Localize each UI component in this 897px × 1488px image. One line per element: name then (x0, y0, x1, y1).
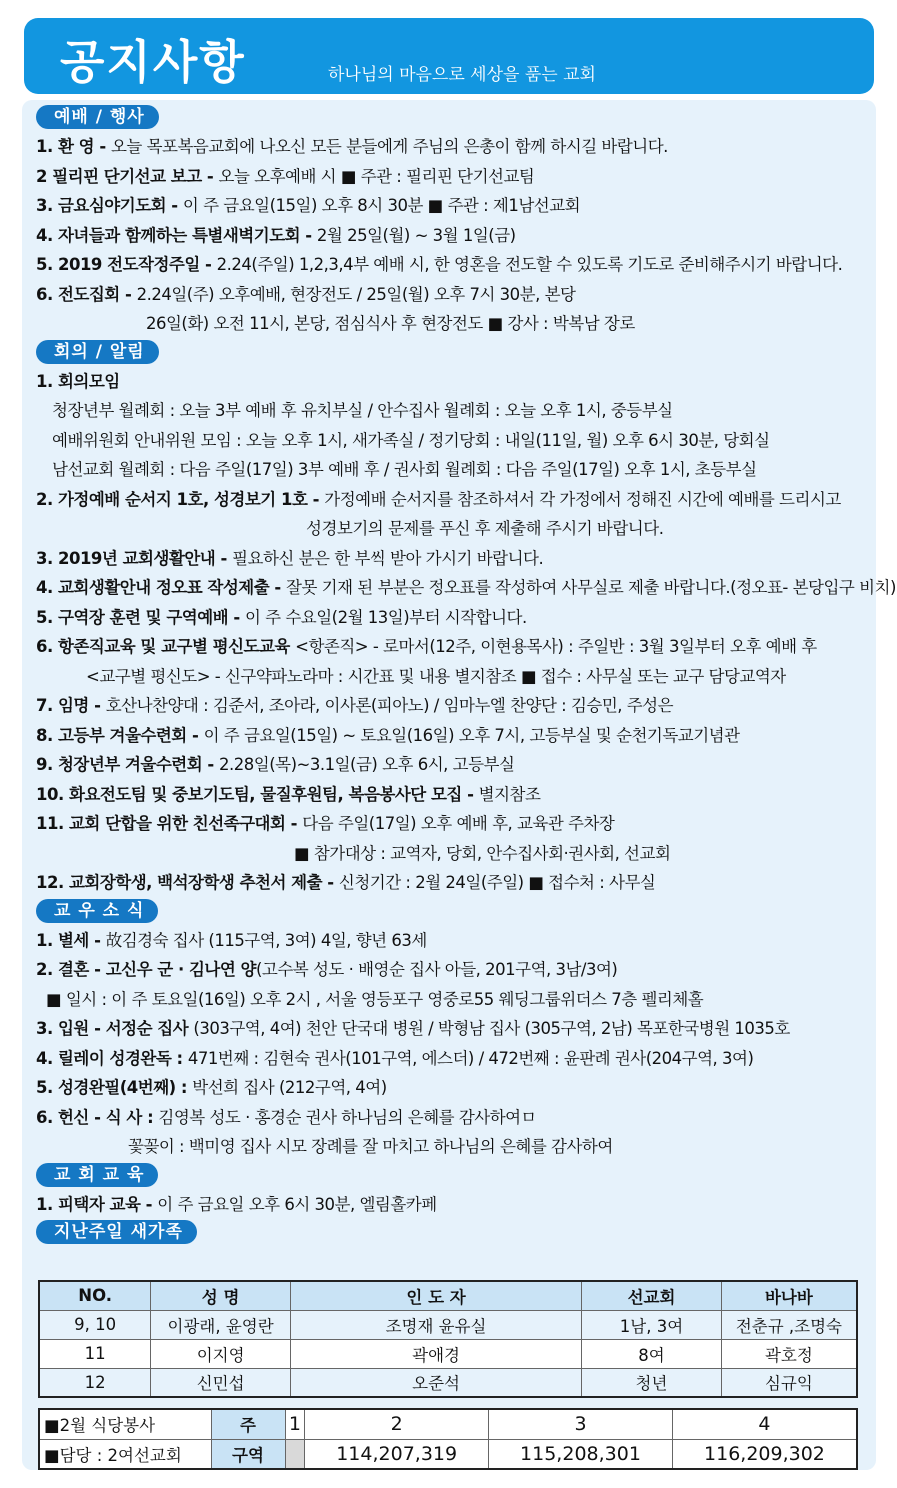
line-text: ■ 일시 : 이 주 토요일(16일) 오후 2시 , 서울 영등포구 영중로55 웨딩그룹위더스 7층 펠리체홀 (46, 989, 704, 1009)
line-text: (고수복 성도 · 배영순 집사 아들, 201구역, 3남/3여) (255, 960, 618, 979)
meeting-line (36, 780, 866, 810)
section-badge-education: 교 회 교 육 (36, 1163, 158, 1187)
meeting-line (36, 868, 866, 898)
page-title: 공지사항 (60, 35, 246, 89)
line-text: 신청기간 : 2월 24일(주일) ■ 접수처 : 사무실 (338, 873, 656, 892)
area-header: 구역 (211, 1439, 285, 1469)
line-heading: 6. 전도집회 - (36, 284, 137, 304)
line-text: 故김경숙 집사 (115구역, 3여) 4일, 향년 63세 (105, 930, 427, 950)
table-cell: 조명재 윤유실 (290, 1310, 581, 1339)
table-row (39, 1439, 857, 1469)
news-line (36, 1014, 866, 1044)
news-line (36, 955, 866, 985)
line-text: 2.28일(목)~3.1일(금) 오후 6시, 고등부실 (219, 755, 515, 774)
news-line (36, 985, 866, 1015)
line-text: 2월 25일(월) ~ 3월 1일(금) (316, 225, 516, 245)
line-heading: 3. 금요심야기도회 - (36, 196, 183, 215)
table-cell: 심규익 (721, 1368, 857, 1397)
line-heading: 3. 입원 - 서정순 집사 (36, 1019, 194, 1038)
table-header-cell: 바나바 (721, 1281, 857, 1310)
line-heading: 3. 2019년 교회생활안내 - (36, 548, 233, 568)
line-text: 예배위원회 안내위원 모임 : 오늘 오후 1시, 새가족실 / 정기당회 : 내일(11일, 월) 오후 6시 30분, 당회실 (52, 430, 770, 450)
meeting-line (36, 662, 866, 692)
line-text: 꽃꽂이 : 백미영 집사 시모 장례를 잘 마치고 하나님의 은혜를 감사하여 (128, 1137, 613, 1156)
worship-line (36, 191, 866, 221)
table-cell: 전춘규 ,조명숙 (721, 1310, 857, 1339)
line-text: 다음 주일(17일) 오후 예배 후, 교육관 주차장 (302, 814, 615, 833)
table-cell: 곽호정 (721, 1339, 857, 1368)
line-text: 오늘 목포복음교회에 나오신 모든 분들에게 주님의 은총이 함께 하시길 바랍니다. (110, 137, 668, 156)
news-line (36, 926, 866, 956)
line-heading: 2 필리핀 단기선교 보고 - (36, 166, 219, 186)
service-label-month: ■2월 식당봉사 (39, 1409, 211, 1439)
table-header-cell: NO. (39, 1281, 151, 1310)
week-cell: 1 (285, 1409, 305, 1439)
week-header: 주 (211, 1409, 285, 1439)
table-cell: 이지영 (151, 1339, 291, 1368)
line-text: 이 주 금요일(15일) ~ 토요일(16일) 오후 7시, 고등부실 및 순천기독교기념관 (203, 725, 740, 745)
line-heading: 5. 2019 전도작정주일 - (36, 255, 217, 274)
table-cell: 8여 (582, 1339, 722, 1368)
line-heading: 11. 교회 단합을 위한 친선족구대회 - (36, 814, 303, 833)
table-cell: 청년 (582, 1368, 722, 1397)
line-text: 김영복 성도 · 홍경순 권사 하나님의 은혜를 감사하여ㅁ (158, 1107, 537, 1127)
line-text: 남선교회 월례회 : 다음 주일(17일) 3부 예배 후 / 권사회 월례회 : 다음 주일(17일) 오후 1시, 초등부실 (52, 460, 757, 479)
line-heading: 4. 자녀들과 함께하는 특별새벽기도회 - (36, 225, 317, 245)
line-heading: 6. 헌신 - 식 사 : (36, 1107, 159, 1127)
worship-line (36, 162, 866, 192)
new-family-table (38, 1280, 858, 1398)
line-text: <항존직> - 로마서(12주, 이현용목사) : 주일반 : 3월 3일부터 오후 예배 후 (295, 637, 817, 656)
area-cell: 115,208,301 (489, 1439, 673, 1469)
line-text: 잘못 기재 된 부분은 정오표를 작성하여 사무실로 제출 바랍니다.(정오표- 본당입구 비치) (286, 578, 896, 597)
section-badge-worship: 예배 / 행사 (36, 105, 159, 129)
worship-line (36, 309, 866, 339)
line-text: 이 주 수요일(2월 13일)부터 시작합니다. (244, 607, 527, 627)
meeting-line (36, 396, 866, 426)
meeting-line (36, 632, 866, 662)
line-text: 오늘 오후예배 시 ■ 주관 : 필리핀 단기선교팀 (218, 166, 535, 186)
week-cell: 2 (305, 1409, 489, 1439)
table-row (39, 1409, 857, 1439)
meeting-line (36, 809, 866, 839)
news-line (36, 1044, 866, 1074)
section-badge-meeting: 회의 / 알림 (36, 340, 159, 364)
worship-lines (36, 132, 866, 339)
table-cell: 곽애경 (290, 1339, 581, 1368)
line-heading: 7. 임명 - (36, 696, 106, 715)
table-header-cell: 성 명 (151, 1281, 291, 1310)
table-cell: 12 (39, 1368, 151, 1397)
line-heading: 9. 청장년부 겨울수련회 - (36, 755, 220, 774)
line-heading: 5. 구역장 훈련 및 구역예배 - (36, 607, 245, 627)
table-cell: 오준석 (290, 1368, 581, 1397)
area-cell: 114,207,319 (305, 1439, 489, 1469)
education-line (36, 1190, 866, 1220)
meeting-lines (36, 367, 896, 898)
line-text: 이 주 금요일 오후 6시 30분, 엘림홀카페 (157, 1194, 437, 1214)
worship-line (36, 221, 866, 251)
line-text: 호산나찬양대 : 김준서, 조아라, 이사론(피아노) / 임마누엘 찬양단 : 김승민, 주성은 (105, 696, 674, 715)
meeting-line (36, 485, 866, 515)
line-text: 471번째 : 김현숙 권사(101구역, 에스더) / 472번째 : 윤판례 권사(204구역, 3여) (187, 1048, 754, 1068)
meeting-line (36, 721, 866, 751)
line-heading: 1. 피택자 교육 - (36, 1194, 158, 1214)
meeting-line (36, 544, 866, 574)
news-line (36, 1073, 866, 1103)
meeting-line (36, 691, 866, 721)
meeting-line (36, 839, 866, 869)
news-lines (36, 926, 866, 1162)
meeting-line (36, 573, 896, 603)
news-line (36, 1103, 866, 1133)
table-cell: 이광래, 윤영란 (151, 1310, 291, 1339)
table-header-cell: 선교회 (582, 1281, 722, 1310)
line-heading: 1. 별세 - (36, 930, 106, 950)
line-heading: 1. 환 영 - (36, 137, 111, 156)
table-cell: 1남, 3여 (582, 1310, 722, 1339)
meeting-line (36, 455, 866, 485)
meeting-line (36, 367, 866, 397)
line-text: 별지참조 (478, 784, 541, 804)
week-cell: 4 (672, 1409, 857, 1439)
line-text: 26일(화) 오전 11시, 본당, 점심식사 후 현장전도 ■ 강사 : 박복남 장로 (146, 314, 635, 333)
section-badge-newfamily: 지난주일 새가족 (36, 1220, 197, 1244)
table-row (39, 1339, 857, 1368)
line-heading: 2. 결혼 - 고신우 군 · 김나연 양 (36, 960, 256, 979)
notice-content (36, 104, 896, 1247)
service-label-charge: ■담당 : 2여선교회 (39, 1439, 211, 1469)
line-heading: 4. 릴레이 성경완독 : (36, 1048, 188, 1068)
table-header-cell: 인 도 자 (290, 1281, 581, 1310)
table-cell: 9, 10 (39, 1310, 151, 1339)
cafeteria-service-table (38, 1408, 858, 1470)
line-text: <교구별 평신도> - 신구약파노라마 : 시간표 및 내용 별지참조 ■ 접수 : 사무실 또는 교구 담당교역자 (86, 666, 786, 686)
area-cell: 116,209,302 (672, 1439, 857, 1469)
page-subtitle: 하나님의 마음으로 세상을 품는 교회 (328, 65, 596, 85)
news-line (36, 1132, 866, 1162)
table-row (39, 1310, 857, 1339)
line-text: 필요하신 분은 한 부씩 받아 가시기 바랍니다. (232, 548, 544, 568)
line-text: 이 주 금요일(15일) 오후 8시 30분 ■ 주관 : 제1남선교회 (182, 196, 581, 215)
line-heading: 12. 교회장학생, 백석장학생 추천서 제출 - (36, 873, 339, 892)
line-text: 성경보기의 문제를 푸신 후 제출해 주시기 바랍니다. (306, 519, 664, 538)
section-badge-news: 교 우 소 식 (36, 899, 158, 923)
line-text: 박선희 집사 (212구역, 4여) (192, 1078, 387, 1097)
meeting-line (36, 750, 866, 780)
table-cell: 11 (39, 1339, 151, 1368)
meeting-line (36, 426, 866, 456)
line-heading: 10. 화요전도팀 및 중보기도팀, 물질후원팀, 복음봉사단 모집 - (36, 784, 479, 804)
line-text: (303구역, 4여) 천안 단국대 병원 / 박형남 집사 (305구역, 2남) 목포한국병원 1035호 (193, 1019, 790, 1038)
line-heading: 2. 가정예배 순서지 1호, 성경보기 1호 - (36, 489, 325, 509)
line-text: 2.24일(주) 오후예배, 현장전도 / 25일(월) 오후 7시 30분, 본당 (136, 284, 576, 304)
table-row (39, 1368, 857, 1397)
line-text: 2.24(주일) 1,2,3,4부 예배 시, 한 영혼을 전도할 수 있도록 기도로 준비해주시기 바랍니다. (216, 255, 843, 274)
page-header (24, 18, 874, 94)
line-text: 청장년부 월례회 : 오늘 3부 예배 후 유치부실 / 안수집사 월례회 : 오늘 오후 1시, 중등부실 (52, 401, 673, 420)
line-text: ■ 참가대상 : 교역자, 당회, 안수집사회·권사회, 선교회 (294, 843, 671, 863)
line-heading: 5. 성경완필(4번째) : (36, 1078, 193, 1097)
meeting-line (36, 603, 866, 633)
table-header-row (39, 1281, 857, 1310)
meeting-line (36, 514, 866, 544)
week-cell: 3 (489, 1409, 673, 1439)
line-heading: 8. 고등부 겨울수련회 - (36, 725, 204, 745)
worship-line (36, 280, 866, 310)
education-lines (36, 1190, 866, 1220)
line-heading: 1. 회의모임 (36, 371, 120, 391)
area-cell (285, 1439, 305, 1469)
worship-line (36, 132, 866, 162)
line-heading: 6. 항존직교육 및 교구별 평신도교육 (36, 637, 296, 656)
line-heading: 4. 교회생활안내 정오표 작성제출 - (36, 578, 287, 597)
worship-line (36, 250, 866, 280)
line-text: 가정예배 순서지를 참조하셔서 각 가정에서 정해진 시간에 예배를 드리시고 (324, 489, 841, 509)
table-cell: 신민섭 (151, 1368, 291, 1397)
